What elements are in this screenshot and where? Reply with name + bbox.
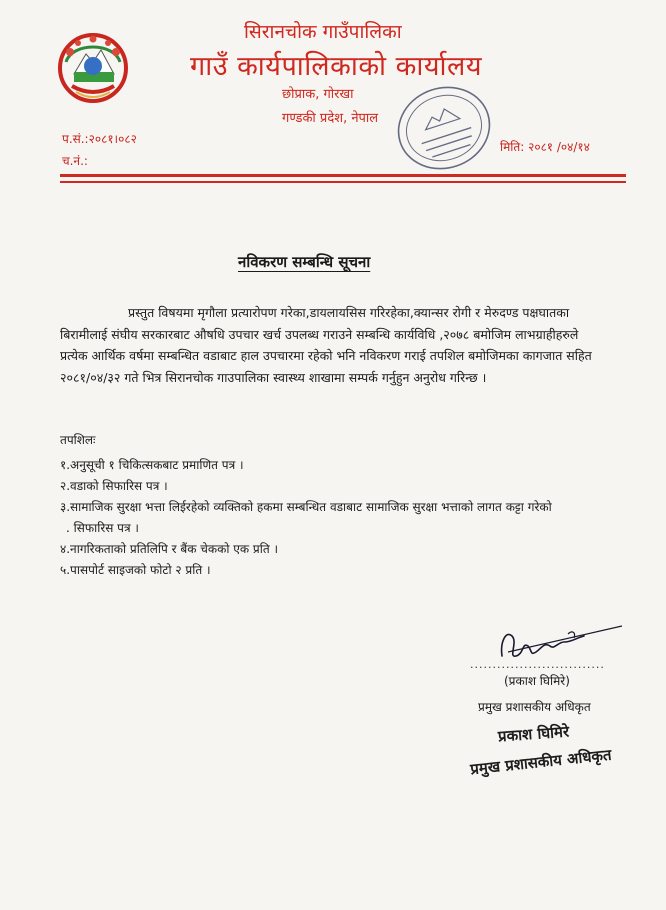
body-line: बिरामीलाई संघीय सरकारबाट औषधि उपचार खर्च उपलब्ध गराउने सम्बन्धि कार्यविधि ,२०७८ बमोजिम लाभग्राहीहरुले	[60, 326, 579, 342]
municipality-name: सिरानचोक गाउँपालिका	[244, 21, 402, 43]
list-item: २.वडाको सिफारिस पत्र ।	[60, 479, 168, 493]
reference-number: प.सं.:२०८१।०८२	[62, 132, 137, 146]
post-stamp: प्रमुख प्रशासकीय अधिकृत	[469, 745, 613, 779]
details-heading: तपशिलः	[60, 433, 96, 447]
office-province: गण्डकी प्रदेश, नेपाल	[282, 111, 379, 126]
notice-body	[60, 302, 630, 388]
signatory-name: (प्रकाश घिमिरे)	[504, 674, 570, 688]
nepal-emblem-icon	[56, 28, 130, 106]
details-list	[60, 430, 552, 581]
office-address: छोप्राक, गोरखा	[282, 87, 354, 102]
header-divider	[60, 174, 626, 177]
list-item: ५.पासपोर्ट साइजको फोटो २ प्रति ।	[60, 563, 211, 577]
signature-line: ..............................	[470, 658, 605, 671]
signatory-post: प्रमुख प्रशासकीय अधिकृत	[478, 700, 591, 714]
body-line: प्रस्तुत विषयमा मृगौला प्रत्यारोपण गरेका,डायलायसिस गरिरहेका,क्यान्सर रोगी र मेरुदण्ड पक्षघातका	[128, 305, 570, 320]
body-line: २०८१/०४/३२ गते भित्र सिरानचोक गाउपालिका स्वास्थ्य शाखामा सम्पर्क गर्नुहुन अनुरोध गरिन्छ ।	[60, 369, 487, 385]
list-item: ३.सामाजिक सुरक्षा भत्ता लिईरहेको व्यक्तिको हकमा सम्बन्धित वडाबाट सामाजिक सुरक्षा भत्ताको लागत कट्टा गरेको	[60, 500, 552, 514]
office-name: गाउँ कार्यपालिकाको कार्यालय	[190, 51, 482, 82]
body-line: प्रत्येक आर्थिक वर्षमा सम्बन्धित वडाबाट हाल उपचारमा रहेको भनि नविकरण गराई तपशिल बमोजिमका कागजात सहित	[60, 348, 592, 363]
notice-title: नविकरण सम्बन्धि सूचना	[238, 253, 371, 271]
name-stamp: प्रकाश घिमिरे	[497, 722, 570, 746]
list-item: . सिफारिस पत्र ।	[66, 521, 139, 535]
notice-date: मिति: २०८१ /०४/१४	[500, 140, 590, 154]
header-divider-thin	[60, 181, 626, 183]
list-item: ४.नागरिकताको प्रतिलिपि र बैंक चेकको एक प्रति ।	[60, 542, 279, 556]
list-item: १.अनुसूची १ चिकित्सकबाट प्रमाणित पत्र ।	[60, 458, 244, 472]
dispatch-number: च.नं.:	[62, 154, 88, 168]
office-seal-stamp	[392, 80, 496, 176]
